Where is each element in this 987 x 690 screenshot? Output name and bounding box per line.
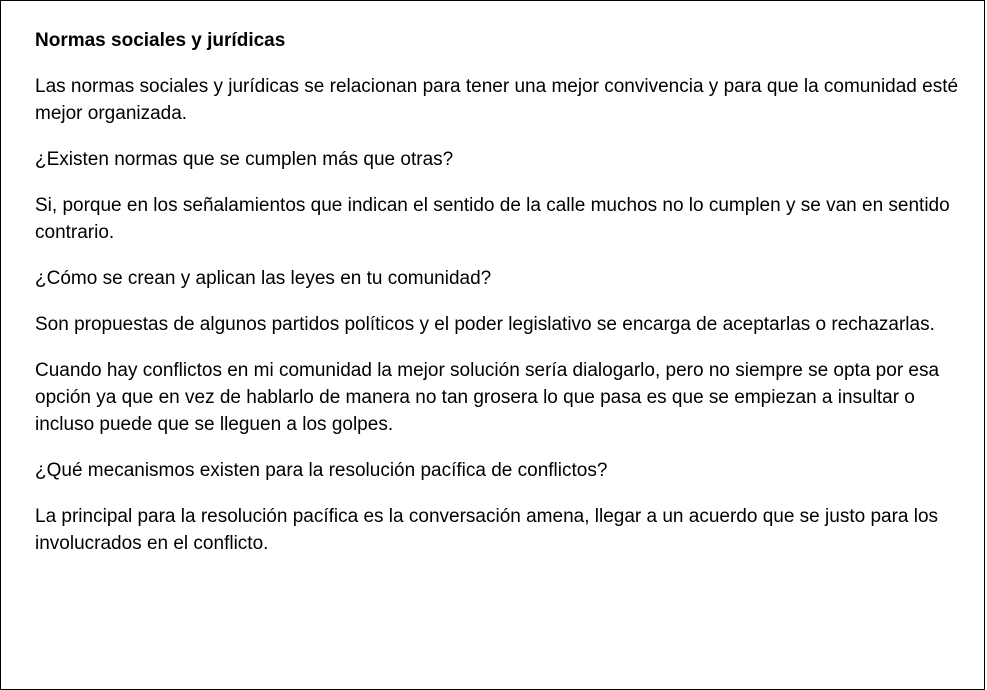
question-normas: ¿Existen normas que se cumplen más que otras? — [35, 149, 454, 170]
document-body — [35, 27, 960, 576]
paragraph-conflictos: Cuando hay conflictos en mi comunidad la mejor solución sería dialogarlo, pero no siempre se opta por esa opción ya que en vez de hablarlo de manera no tan grosera lo que pasa es que se empiezan a insultar o incluso puede que se lleguen a los golpes. — [35, 360, 940, 435]
document-title: Normas sociales y jurídicas — [35, 30, 286, 51]
answer-normas: Si, porque en los señalamientos que indican el sentido de la calle muchos no lo cumplen y se van en sentido contrario. — [35, 195, 950, 243]
question-leyes: ¿Cómo se crean y aplican las leyes en tu comunidad? — [35, 268, 492, 289]
question-mecanismos: ¿Qué mecanismos existen para la resolución pacífica de conflictos? — [35, 460, 608, 481]
paragraph-intro: Las normas sociales y jurídicas se relacionan para tener una mejor convivencia y para que la comunidad esté mejor organizada. — [35, 76, 959, 124]
answer-mecanismos: La principal para la resolución pacífica es la conversación amena, llegar a un acuerdo que se justo para los involucrados en el conflicto. — [35, 506, 939, 554]
answer-leyes: Son propuestas de algunos partidos políticos y el poder legislativo se encarga de aceptarlas o rechazarlas. — [35, 314, 935, 335]
